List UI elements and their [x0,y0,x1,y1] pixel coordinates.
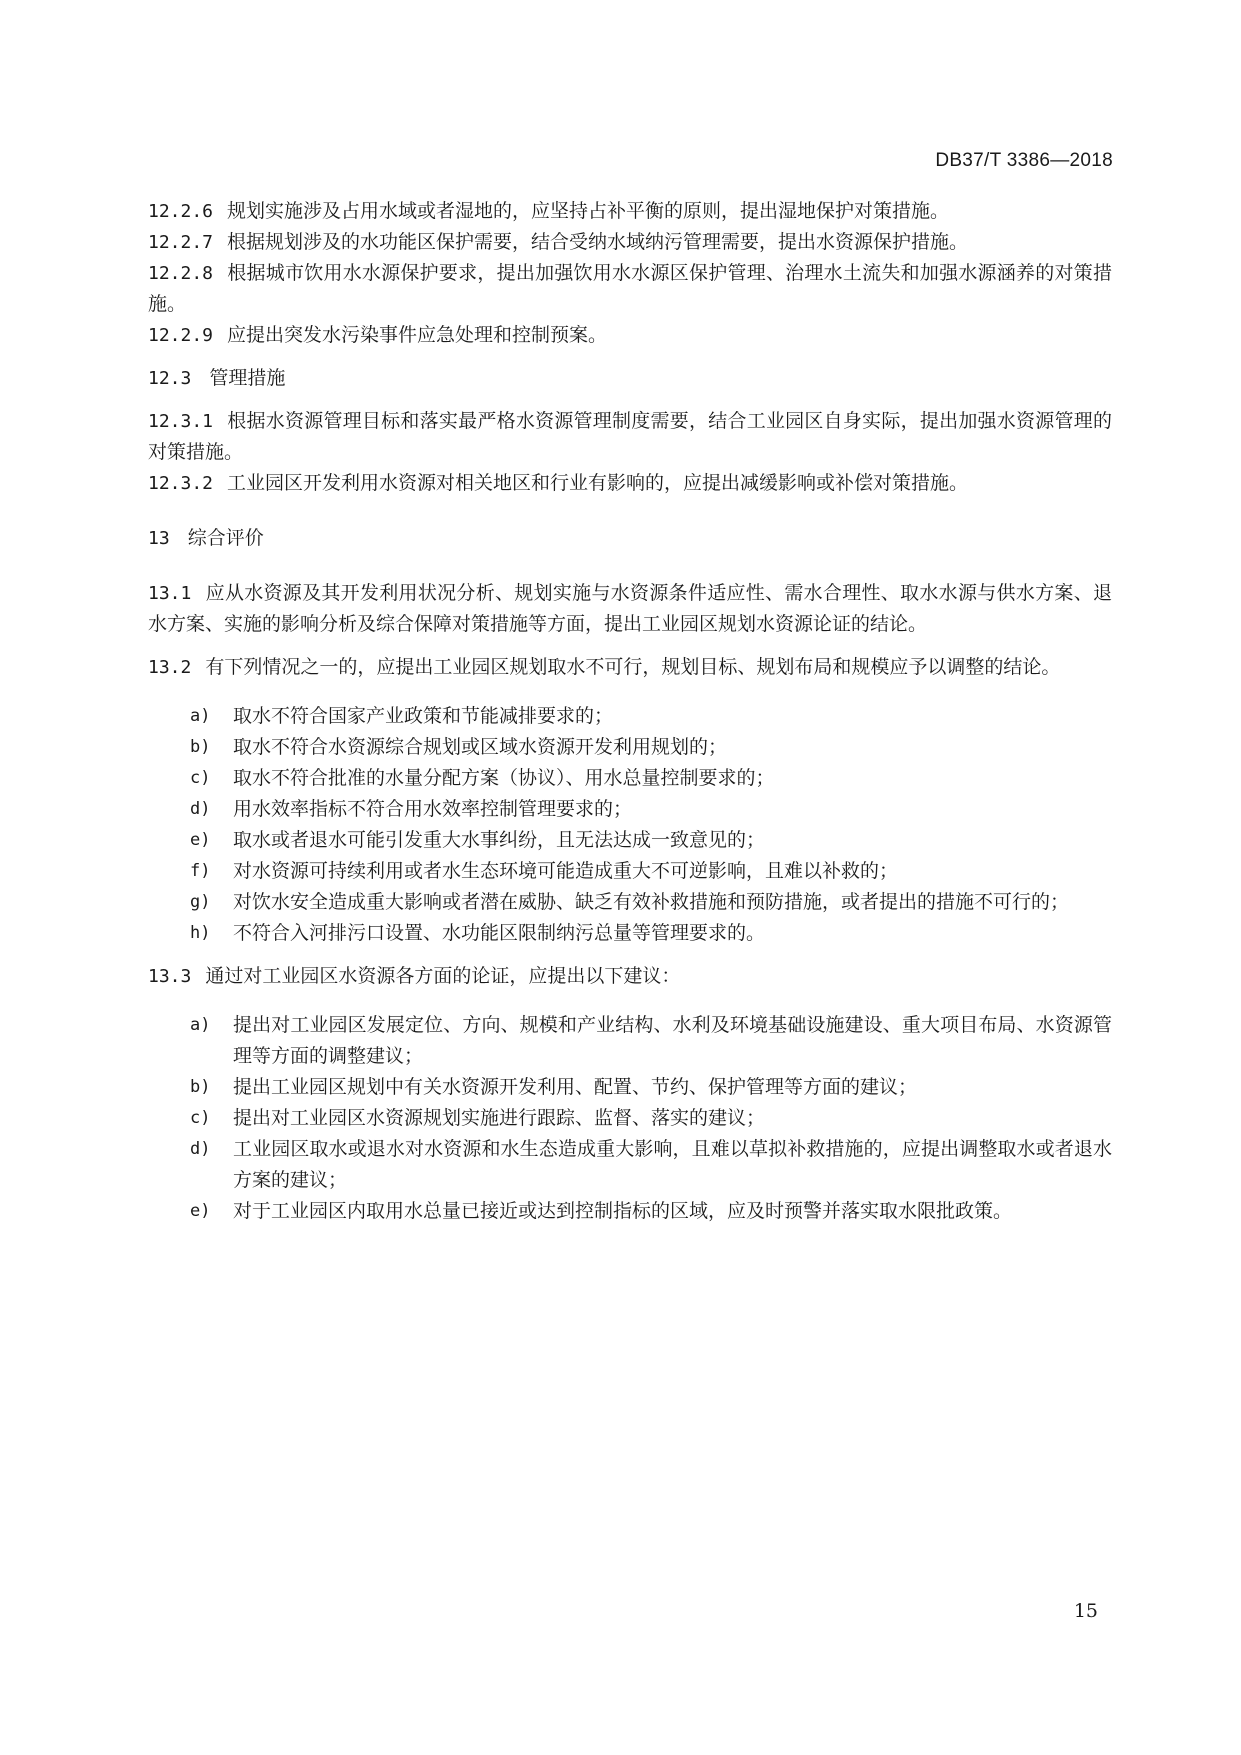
list-text: 工业园区取水或退水对水资源和水生态造成重大影响，且难以草拟补救措施的，应提出调整取水或者退水方案的建议； [233,1138,1112,1191]
list-item [148,1103,1112,1134]
list-label: c) [190,1108,211,1128]
list-item [148,825,1112,856]
section-heading-13 [148,523,1112,554]
list-text: 取水不符合国家产业政策和节能减排要求的； [233,705,614,727]
clause-number: 12.3.2 [148,473,214,494]
list-label: b) [190,1077,211,1097]
list-text: 对于工业园区内取用水总量已接近或达到控制指标的区域，应及时预警并落实取水限批政策。 [233,1200,1013,1222]
list-text: 取水不符合水资源综合规划或区域水资源开发利用规划的； [233,736,728,758]
clause-text: 根据规划涉及的水功能区保护需要，结合受纳水域纳污管理需要，提出水资源保护措施。 [227,231,969,253]
page-number: 15 [1073,1600,1098,1622]
section-heading-12-3 [148,363,1112,394]
clause-text: 应提出突发水污染事件应急处理和控制预案。 [227,324,608,346]
clause-text: 根据城市饮用水水源保护要求，提出加强饮用水水源区保护管理、治理水土流失和加强水源涵养的对策措施。 [148,262,1112,315]
clause-text: 应从水资源及其开发利用状况分析、规划实施与水资源条件适应性、需水合理性、取水水源与供水方案、退水方案、实施的影响分析及综合保障对策措施等方面，提出工业园区规划水资源论证的结论。 [148,582,1112,635]
list-label: a) [190,706,211,726]
list-text: 取水或者退水可能引发重大水事纠纷，且无法达成一致意见的； [233,829,766,851]
clause-number: 13.1 [148,583,192,604]
list-label: d) [190,799,211,819]
list-item [148,732,1112,763]
list-item [148,701,1112,732]
clause-number: 12.3.1 [148,411,214,432]
content [148,196,1112,1227]
list-label: c) [190,768,211,788]
list-text: 不符合入河排污口设置、水功能区限制纳污总量等管理要求的。 [233,922,766,944]
clause-text: 根据水资源管理目标和落实最严格水资源管理制度需要，结合工业园区自身实际，提出加强水资源管理的对策措施。 [148,410,1112,463]
list-label: e) [190,1201,211,1221]
list-label: b) [190,737,211,757]
clause-number: 12.2.9 [148,325,214,346]
list-text: 用水效率指标不符合用水效率控制管理要求的； [233,798,633,820]
standard-code: DB37/T 3386—2018 [935,150,1113,171]
list-label: f) [190,861,211,881]
heading-number: 12.3 [148,368,192,389]
clause-12-2-9 [148,320,1112,351]
clause-12-2-8 [148,258,1112,320]
clause-number: 12.2.6 [148,201,214,222]
heading-title: 综合评价 [187,527,264,549]
clause-13-1 [148,578,1112,640]
clause-13-3 [148,961,1112,992]
list-text: 对水资源可持续利用或者水生态环境可能造成重大不可逆影响，且难以补救的； [233,860,899,882]
list-item [148,794,1112,825]
heading-number: 13 [148,528,170,549]
list-item [148,1196,1112,1227]
clause-number: 12.2.7 [148,232,214,253]
list-label: g) [190,892,211,912]
list-13-3 [148,1010,1112,1227]
clause-12-3-1 [148,406,1112,468]
heading-title: 管理措施 [209,367,286,389]
clause-12-3-2 [148,468,1112,499]
clause-number: 12.2.8 [148,263,214,284]
clause-12-2-7 [148,227,1112,258]
list-item [148,856,1112,887]
list-item [148,1134,1112,1196]
list-label: h) [190,923,211,943]
clause-text: 有下列情况之一的，应提出工业园区规划取水不可行，规划目标、规划布局和规模应予以调整的结论。 [205,656,1061,678]
list-text: 对饮水安全造成重大影响或者潜在威胁、缺乏有效补救措施和预防措施，或者提出的措施不可行的； [233,891,1070,913]
clause-12-2-6 [148,196,1112,227]
list-label: e) [190,830,211,850]
list-item [148,918,1112,949]
list-item [148,1072,1112,1103]
clause-text: 通过对工业园区水资源各方面的论证，应提出以下建议： [205,965,681,987]
clause-text: 规划实施涉及占用水域或者湿地的，应坚持占补平衡的原则，提出湿地保护对策措施。 [227,200,950,222]
clause-number: 13.3 [148,966,192,987]
clause-text: 工业园区开发利用水资源对相关地区和行业有影响的，应提出减缓影响或补偿对策措施。 [227,472,969,494]
list-text: 提出工业园区规划中有关水资源开发利用、配置、节约、保护管理等方面的建议； [233,1076,918,1098]
clause-13-2 [148,652,1112,683]
clause-number: 13.2 [148,657,192,678]
list-text: 提出对工业园区水资源规划实施进行跟踪、监督、落实的建议； [233,1107,766,1129]
list-label: d) [190,1139,211,1159]
list-text: 提出对工业园区发展定位、方向、规模和产业结构、水利及环境基础设施建设、重大项目布局、水资源管理等方面的调整建议； [233,1014,1112,1067]
list-label: a) [190,1015,211,1035]
list-item [148,763,1112,794]
list-text: 取水不符合批准的水量分配方案（协议）、用水总量控制要求的； [233,767,775,789]
list-item [148,887,1112,918]
list-item [148,1010,1112,1072]
list-13-2 [148,701,1112,949]
